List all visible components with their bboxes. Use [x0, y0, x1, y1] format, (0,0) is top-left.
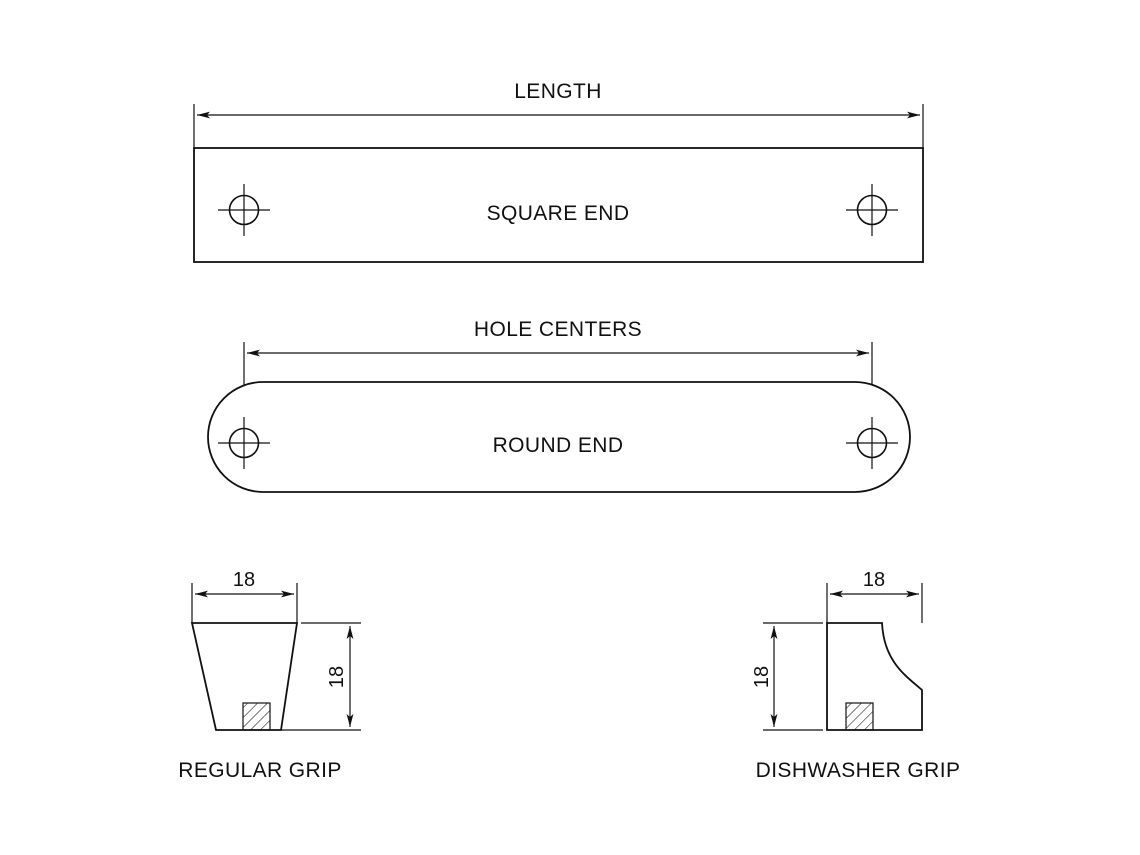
square-end-label: SQUARE END — [486, 202, 630, 225]
round-end-view — [208, 342, 910, 492]
regular-grip-hatch — [243, 703, 270, 730]
square-end-view — [194, 104, 923, 262]
dishwasher-grip-hatch — [846, 703, 873, 730]
regular-grip-section — [192, 583, 361, 730]
length-dimension-label: LENGTH — [514, 80, 602, 103]
round-end-label: ROUND END — [492, 434, 624, 457]
hole-centers-dimension-label: HOLE CENTERS — [473, 318, 643, 341]
dishwasher-grip-section — [763, 583, 922, 730]
dishwasher-grip-width-value: 18 — [862, 569, 886, 591]
dishwasher-grip-caption: DISHWASHER GRIP — [755, 759, 961, 782]
regular-grip-width-value: 18 — [232, 569, 256, 591]
dishwasher-grip-profile — [827, 623, 922, 730]
regular-grip-height-value: 18 — [326, 665, 348, 689]
dishwasher-grip-height-value: 18 — [751, 665, 773, 689]
regular-grip-caption: REGULAR GRIP — [178, 759, 342, 782]
